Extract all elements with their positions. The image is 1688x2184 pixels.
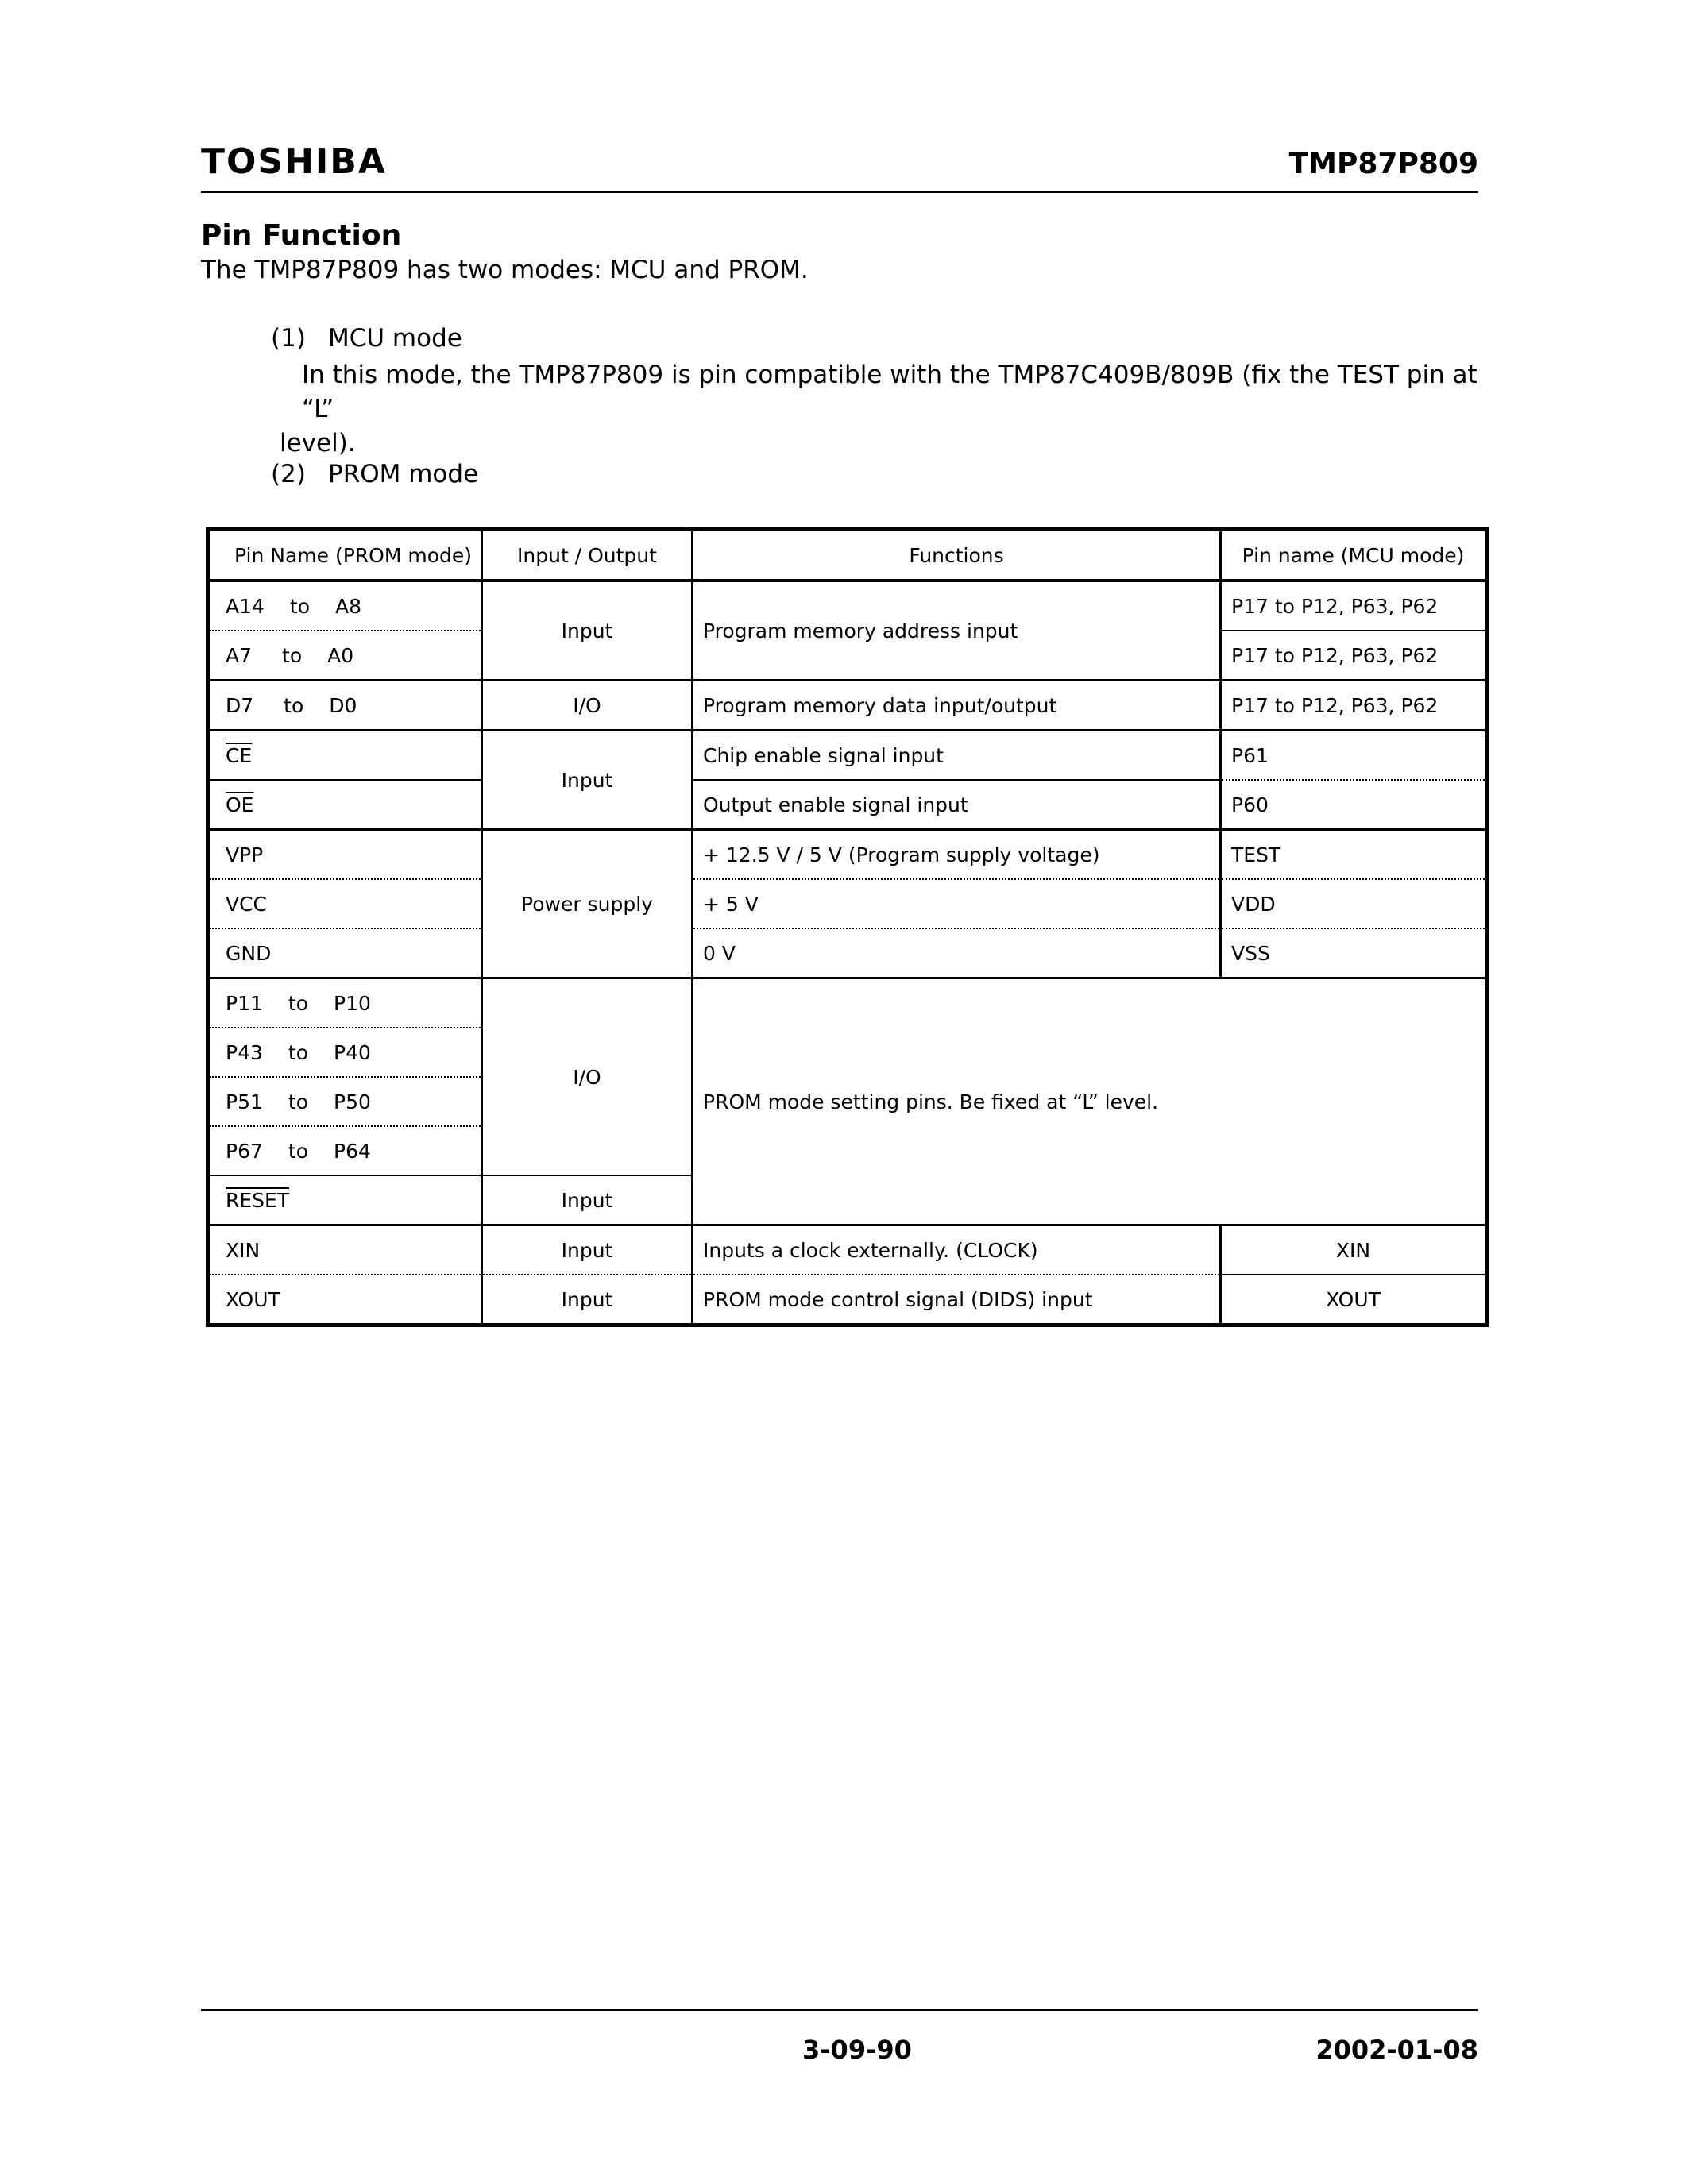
header-io: Input / Output	[482, 530, 693, 581]
function-data: Program memory data input/output	[693, 681, 1221, 731]
table-row	[208, 581, 1487, 631]
io-xin: Input	[482, 1225, 693, 1275]
function-xout: PROM mode control signal (DIDS) input	[693, 1275, 1221, 1325]
mcu-address-lo: P17 to P12, P63, P62	[1221, 631, 1487, 681]
function-gnd: 0 V	[693, 928, 1221, 978]
part-number: TMP87P809	[1288, 148, 1478, 180]
pin-p43-p40: P43 to P40	[208, 1028, 482, 1077]
io-control: Input	[482, 731, 693, 830]
pin-ce: $\overline{CE}$	[208, 731, 482, 781]
mcu-data: P17 to P12, P63, P62	[1221, 681, 1487, 731]
io-xout: Input	[482, 1275, 693, 1325]
table-row	[208, 978, 1487, 1028]
mcu-xin: XIN	[1221, 1225, 1487, 1275]
pin-a7-a0: A7 to A0	[208, 631, 482, 681]
mcu-address-hi: P17 to P12, P63, P62	[1221, 581, 1487, 631]
mcu-xout: XOUT	[1221, 1275, 1487, 1325]
header-pin-name-prom: Pin Name (PROM mode)	[208, 530, 482, 581]
function-oe: Output enable signal input	[693, 780, 1221, 830]
table-row	[208, 830, 1487, 880]
pin-vcc: VCC	[208, 879, 482, 928]
table-row	[208, 928, 1487, 978]
table-header-row	[208, 530, 1487, 581]
pin-xin: XIN	[208, 1225, 482, 1275]
mcu-mode-number: (1)	[271, 324, 306, 353]
pin-reset: RESET	[208, 1175, 482, 1225]
io-reset: Input	[482, 1175, 693, 1225]
table-row	[208, 1275, 1487, 1325]
mcu-desc-line1: In this mode, the TMP87P809 is pin compatible with the TMP87C409B/809B (fix the TEST pin at “L”	[302, 361, 1477, 423]
function-ce: Chip enable signal input	[693, 731, 1221, 781]
pin-a14-a8: A14 to A8	[208, 581, 482, 631]
table-row	[208, 681, 1487, 731]
io-setting: I/O	[482, 978, 693, 1176]
pin-p67-p64: P67 to P64	[208, 1126, 482, 1175]
mcu-vss: VSS	[1221, 928, 1487, 978]
table-row	[208, 879, 1487, 928]
header-pin-name-mcu: Pin name (MCU mode)	[1221, 530, 1487, 581]
intro-text: The TMP87P809 has two modes: MCU and PROM.	[201, 256, 809, 284]
pin-p51-p50: P51 to P50	[208, 1077, 482, 1126]
pin-oe: $\overline{OE}$	[208, 780, 482, 830]
table-row	[208, 1225, 1487, 1275]
function-vcc: + 5 V	[693, 879, 1221, 928]
function-xin: Inputs a clock externally. (CLOCK)	[693, 1225, 1221, 1275]
function-vpp: + 12.5 V / 5 V (Program supply voltage)	[693, 830, 1221, 880]
table-row	[208, 731, 1487, 781]
prom-mode-label: PROM mode	[328, 460, 479, 488]
table-row	[208, 780, 1487, 830]
mcu-p61: P61	[1221, 731, 1487, 781]
pin-xout: XOUT	[208, 1275, 482, 1325]
mcu-vdd: VDD	[1221, 879, 1487, 928]
mcu-test: TEST	[1221, 830, 1487, 880]
header-rule	[201, 191, 1478, 193]
mcu-mode-description	[280, 358, 1485, 461]
section-title: Pin Function	[201, 219, 402, 252]
function-setting: PROM mode setting pins. Be fixed at “L” level.	[693, 978, 1487, 1225]
io-address: Input	[482, 581, 693, 681]
io-power: Power supply	[482, 830, 693, 978]
mcu-p60: P60	[1221, 780, 1487, 830]
pin-p11-p10: P11 to P10	[208, 978, 482, 1028]
io-data: I/O	[482, 681, 693, 731]
pin-gnd: GND	[208, 928, 482, 978]
document-date: 2002-01-08	[1315, 2035, 1478, 2065]
prom-mode-number: (2)	[271, 460, 306, 488]
brand-logo: TOSHIBA	[201, 141, 387, 182]
footer-rule	[201, 2009, 1478, 2011]
mcu-desc-line2: level).	[280, 429, 356, 457]
mcu-mode-label: MCU mode	[328, 324, 462, 353]
pin-vpp: VPP	[208, 830, 482, 880]
function-address: Program memory address input	[693, 581, 1221, 681]
header-functions: Functions	[693, 530, 1221, 581]
pin-function-table	[206, 527, 1489, 1327]
pin-d7-d0: D7 to D0	[208, 681, 482, 731]
page-number: 3-09-90	[802, 2035, 912, 2065]
